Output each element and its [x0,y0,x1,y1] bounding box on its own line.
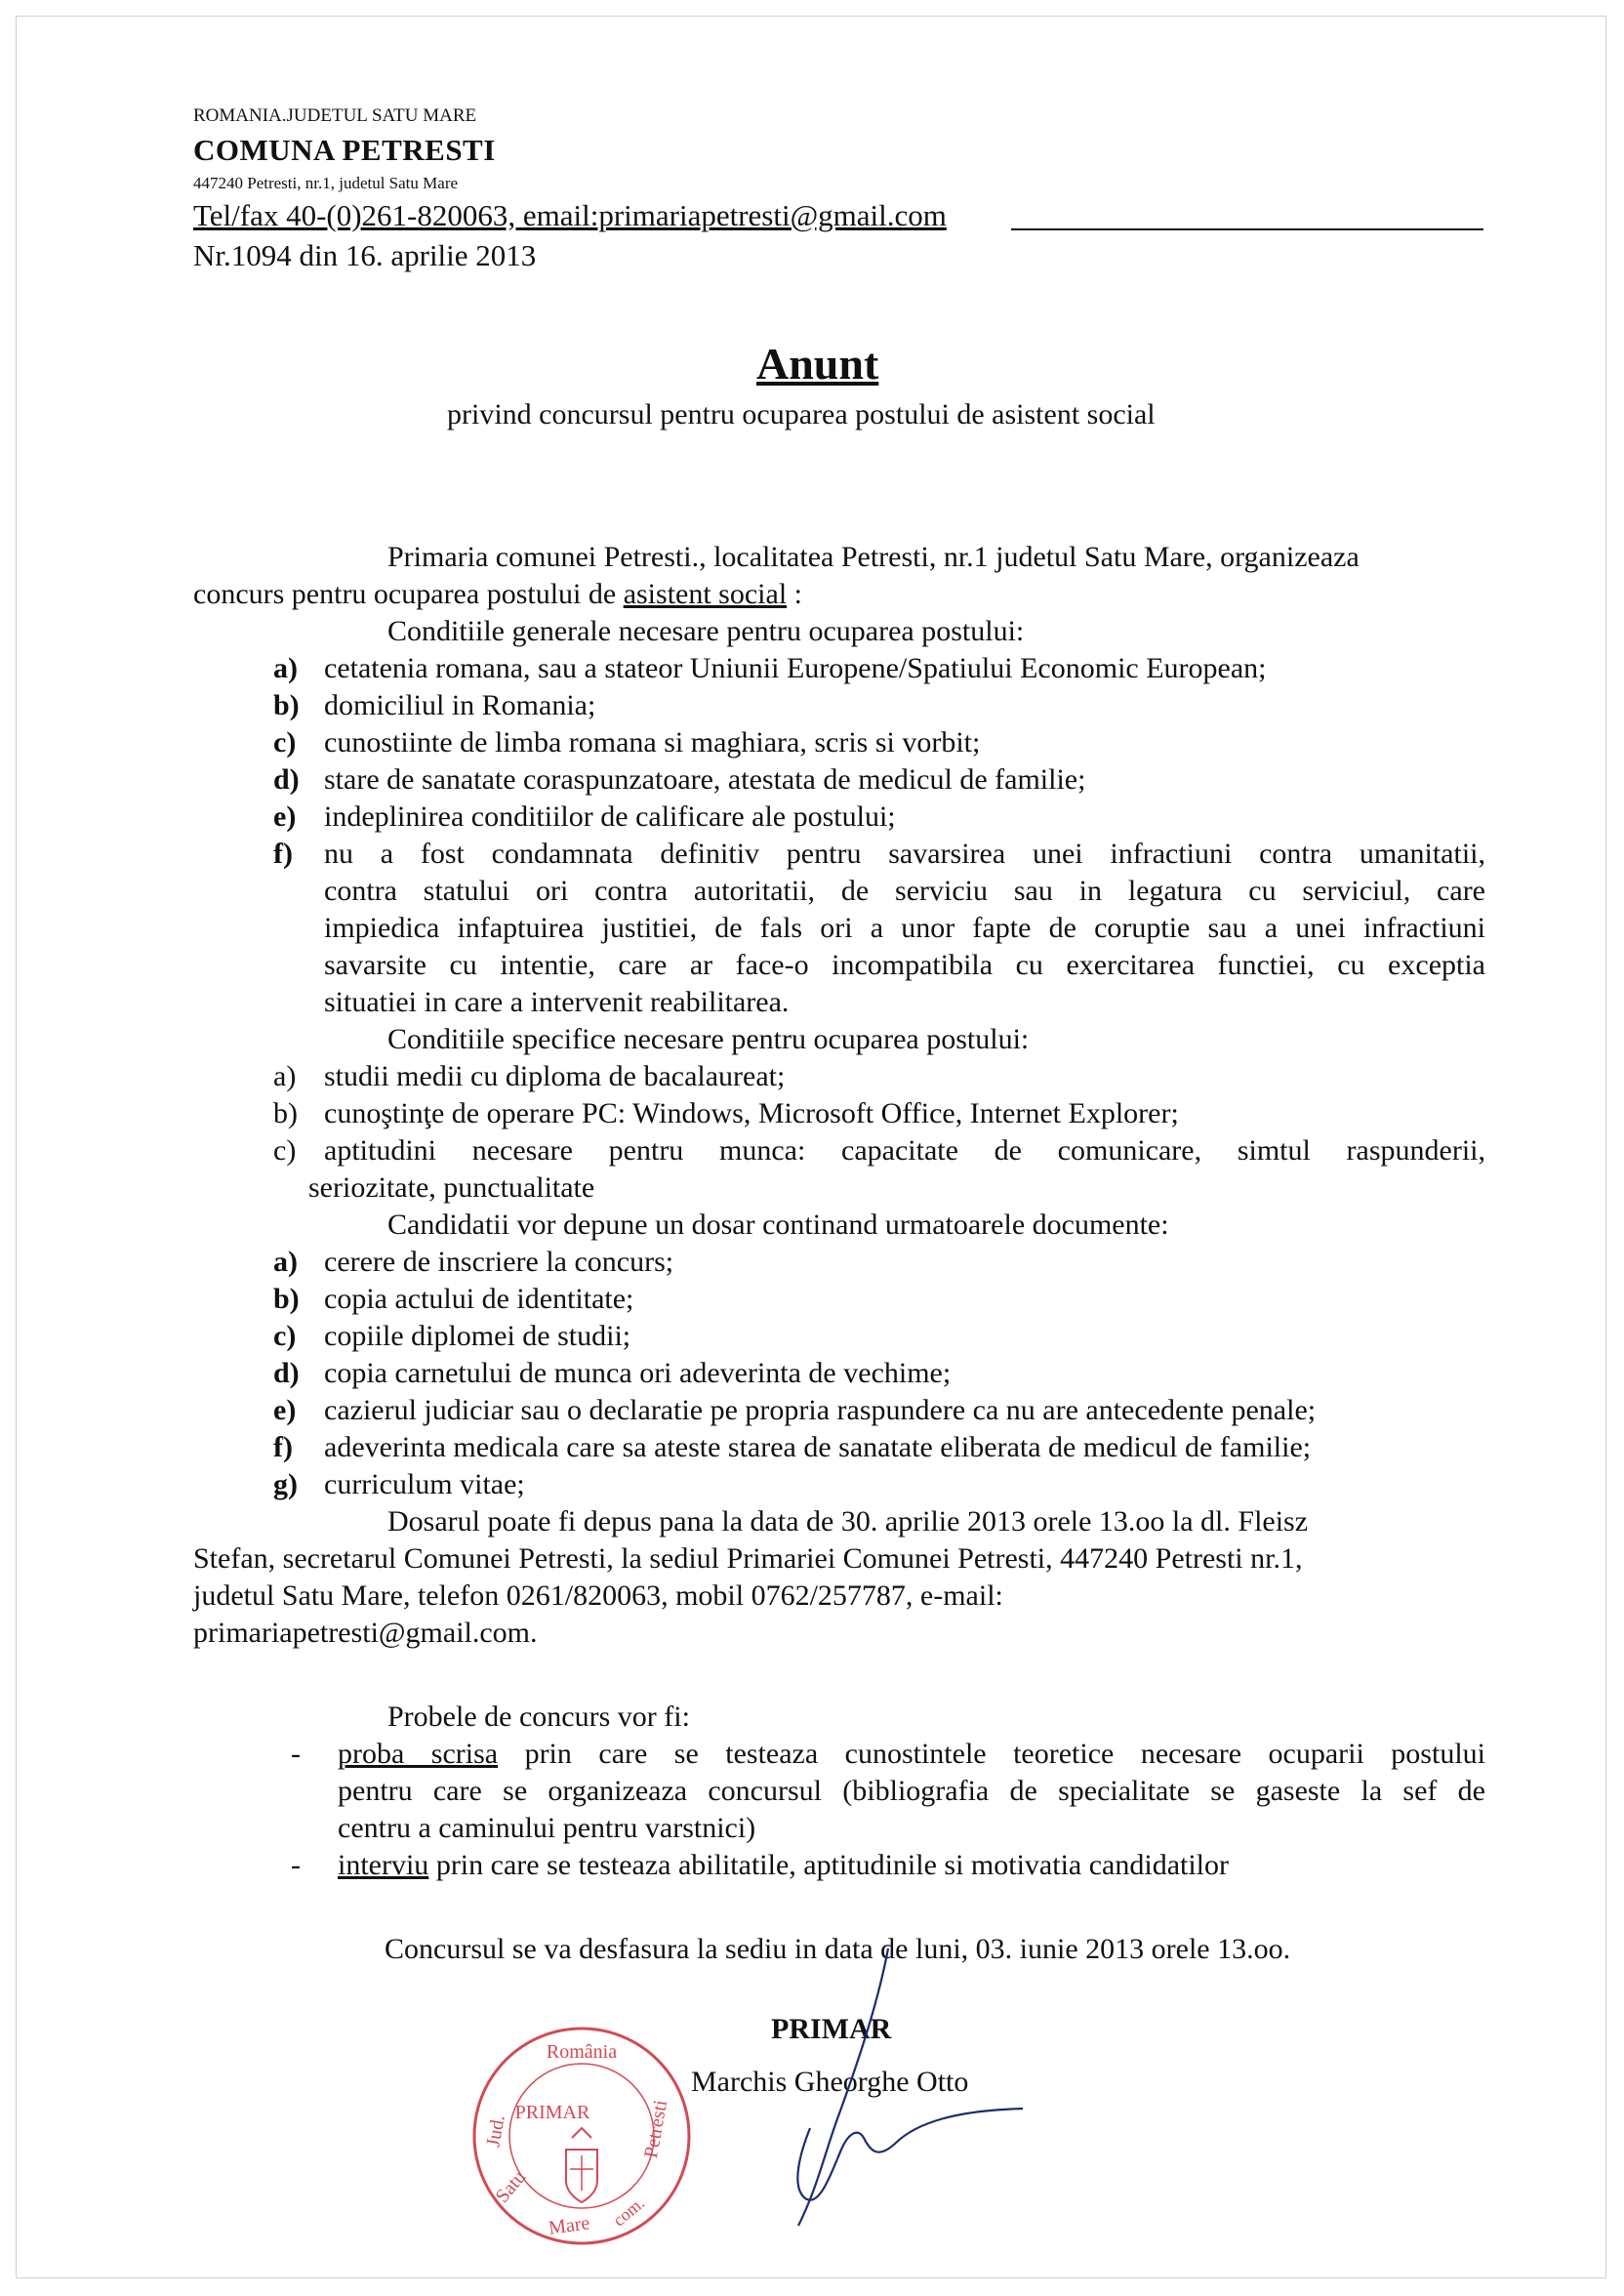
header-contact-line: Tel/fax 40-(0)261-820063, email:primariapetresti@gmail.com [193,198,947,232]
dossier-marker-d: d) [273,1357,300,1389]
intro-line-2: concurs pentru ocuparea postului de asistent social : [193,578,802,610]
dossier-item-d: copia carnetului de munca ori adeverinta de vechime; [324,1357,952,1389]
general-marker-a: a) [273,652,298,684]
general-item-f-line-5: situatiei in care a intervenit reabilitarea. [324,986,790,1018]
dossier-item-c: copiile diplomei de studii; [324,1320,631,1352]
test-written-term: proba scrisa [338,1738,499,1770]
deadline-line-4: primariapetresti@gmail.com. [193,1617,538,1649]
announcement-title: Anunt [756,339,879,389]
specific-item-c-cont: seriozitate, punctualitate [308,1171,595,1204]
general-item-f-line-4: savarsite cu intentie, care ar face-o incompatibila cu exercitarea functiei, cu exceptia [324,949,1485,981]
header-rule [1011,228,1483,230]
signatory-name: Marchis Gheorghe Otto [691,2066,969,2098]
test-marker-written: - [291,1738,301,1770]
dossier-marker-e: e) [273,1394,297,1426]
dossier-item-f: adeverinta medicala care sa ateste starea de sanatate eliberata de medicul de familie; [324,1431,1312,1463]
test-written-line-3: centru a caminului pentru varstnici) [338,1812,756,1844]
specific-item-a: studii medii cu diploma de bacalaureat; [324,1060,786,1092]
dossier-item-a: cerere de inscriere la concurs; [324,1246,674,1278]
stamp-text-bottom: Mare [547,2212,591,2239]
registration-number: Nr.1094 din 16. aprilie 2013 [193,238,537,272]
general-item-b: domiciliul in Romania; [324,689,596,721]
dossier-marker-a: a) [273,1246,298,1278]
handwritten-signature [771,1943,1025,2235]
test-interview-term: interviu [338,1849,429,1881]
dossier-item-b: copia actului de identitate; [324,1283,634,1315]
dossier-marker-c: c) [273,1320,297,1352]
stamp-text-bottom-left: Satu [491,2166,531,2207]
dossier-heading: Candidatii vor depune un dosar continand urmatoarele documente: [387,1209,1169,1241]
official-stamp [468,2023,695,2249]
general-marker-e: e) [273,800,297,833]
header-country-county: ROMANIA.JUDETUL SATU MARE [193,105,477,126]
test-written-line-1: proba scrisa prin care se testeaza cunostintele teoretice necesare ocuparii postului [338,1738,1485,1770]
dossier-marker-b: b) [273,1283,300,1315]
intro-line-1: Primaria comunei Petresti., localitatea Petresti, nr.1 judetul Satu Mare, organizeaza [387,541,1360,573]
general-marker-d: d) [273,763,300,796]
specific-item-c: aptitudini necesare pentru munca: capacitate de comunicare, simtul raspunderii, [324,1134,1485,1167]
test-written-line-2: pentru care se organizeaza concursul (bibliografia de specialitate se gaseste la sef de [338,1775,1485,1807]
general-item-f-line-3: impiedica infaptuirea justitiei, de fals ori a unor fapte de coruptie sau a unei infractiuni [324,912,1485,944]
stamp-text-left: Jud. [482,2112,509,2150]
dossier-item-g: curriculum vitae; [324,1468,525,1500]
general-item-f-line-2: contra statului ori contra autoritatii, de serviciu sau in legatura cu serviciul, care [324,875,1485,907]
position-name: asistent social [623,578,788,610]
general-item-e: indeplinirea conditiilor de calificare ale postului; [324,800,896,833]
stamp-text-center: PRIMAR [514,2102,590,2123]
dossier-marker-f: f) [273,1431,293,1463]
specific-item-b: cunoştinţe de operare PC: Windows, Microsoft Office, Internet Explorer; [324,1097,1179,1129]
general-item-f-line-1: nu a fost condamnata definitiv pentru savarsirea unei infractiuni contra umanitatii, [324,838,1485,870]
general-marker-c: c) [273,726,297,758]
dossier-item-e: cazierul judiciar sau o declaratie pe propria raspundere ca nu are antecedente penale; [324,1394,1317,1426]
test-interview-line: interviu prin care se testeaza abilitatile, aptitudinile si motivatia candidatilor [338,1849,1230,1881]
header-address: 447240 Petresti, nr.1, judetul Satu Mare [193,174,459,192]
header-commune-name: COMUNA PETRESTI [193,133,496,167]
stamp-text-right: Petresti [640,2098,672,2160]
specific-marker-b: b) [273,1097,298,1129]
general-item-a: cetatenia romana, sau a stateor Uniunii Europene/Spatiului Economic European; [324,652,1267,684]
specific-conditions-heading: Conditiile specifice necesare pentru ocuparea postului: [387,1023,1030,1055]
general-marker-b: b) [273,689,300,721]
exam-date: Concursul se va desfasura la sediu in data de luni, 03. iunie 2013 orele 13.oo. [385,1933,1291,1965]
general-conditions-heading: Conditiile generale necesare pentru ocuparea postului: [387,615,1025,647]
general-marker-f: f) [273,838,293,870]
dossier-marker-g: g) [273,1468,298,1500]
announcement-subtitle: privind concursul pentru ocuparea postului de asistent social [447,398,1156,430]
tests-heading: Probele de concurs vor fi: [387,1701,690,1733]
deadline-line-3: judetul Satu Mare, telefon 0261/820063, mobil 0762/257787, e-mail: [193,1579,1003,1612]
stamp-text-top: România [546,2041,618,2063]
stamp-text-bottom-right: com. [609,2193,649,2231]
test-marker-interview: - [291,1849,301,1881]
general-item-c: cunostiinte de limba romana si maghiara, scris si vorbit; [324,726,981,758]
signatory-role: PRIMAR [771,2013,892,2045]
specific-marker-c: c) [273,1134,297,1167]
specific-marker-a: a) [273,1060,297,1092]
deadline-line-2: Stefan, secretarul Comunei Petresti, la sediul Primariei Comunei Petresti, 447240 Petresti nr.1, [193,1542,1303,1575]
general-item-d: stare de sanatate coraspunzatoare, atestata de medicul de familie; [324,763,1086,796]
coat-of-arms-icon [566,2128,597,2202]
deadline-line-1: Dosarul poate fi depus pana la data de 30. aprilie 2013 orele 13.oo la dl. Fleisz [387,1505,1309,1538]
